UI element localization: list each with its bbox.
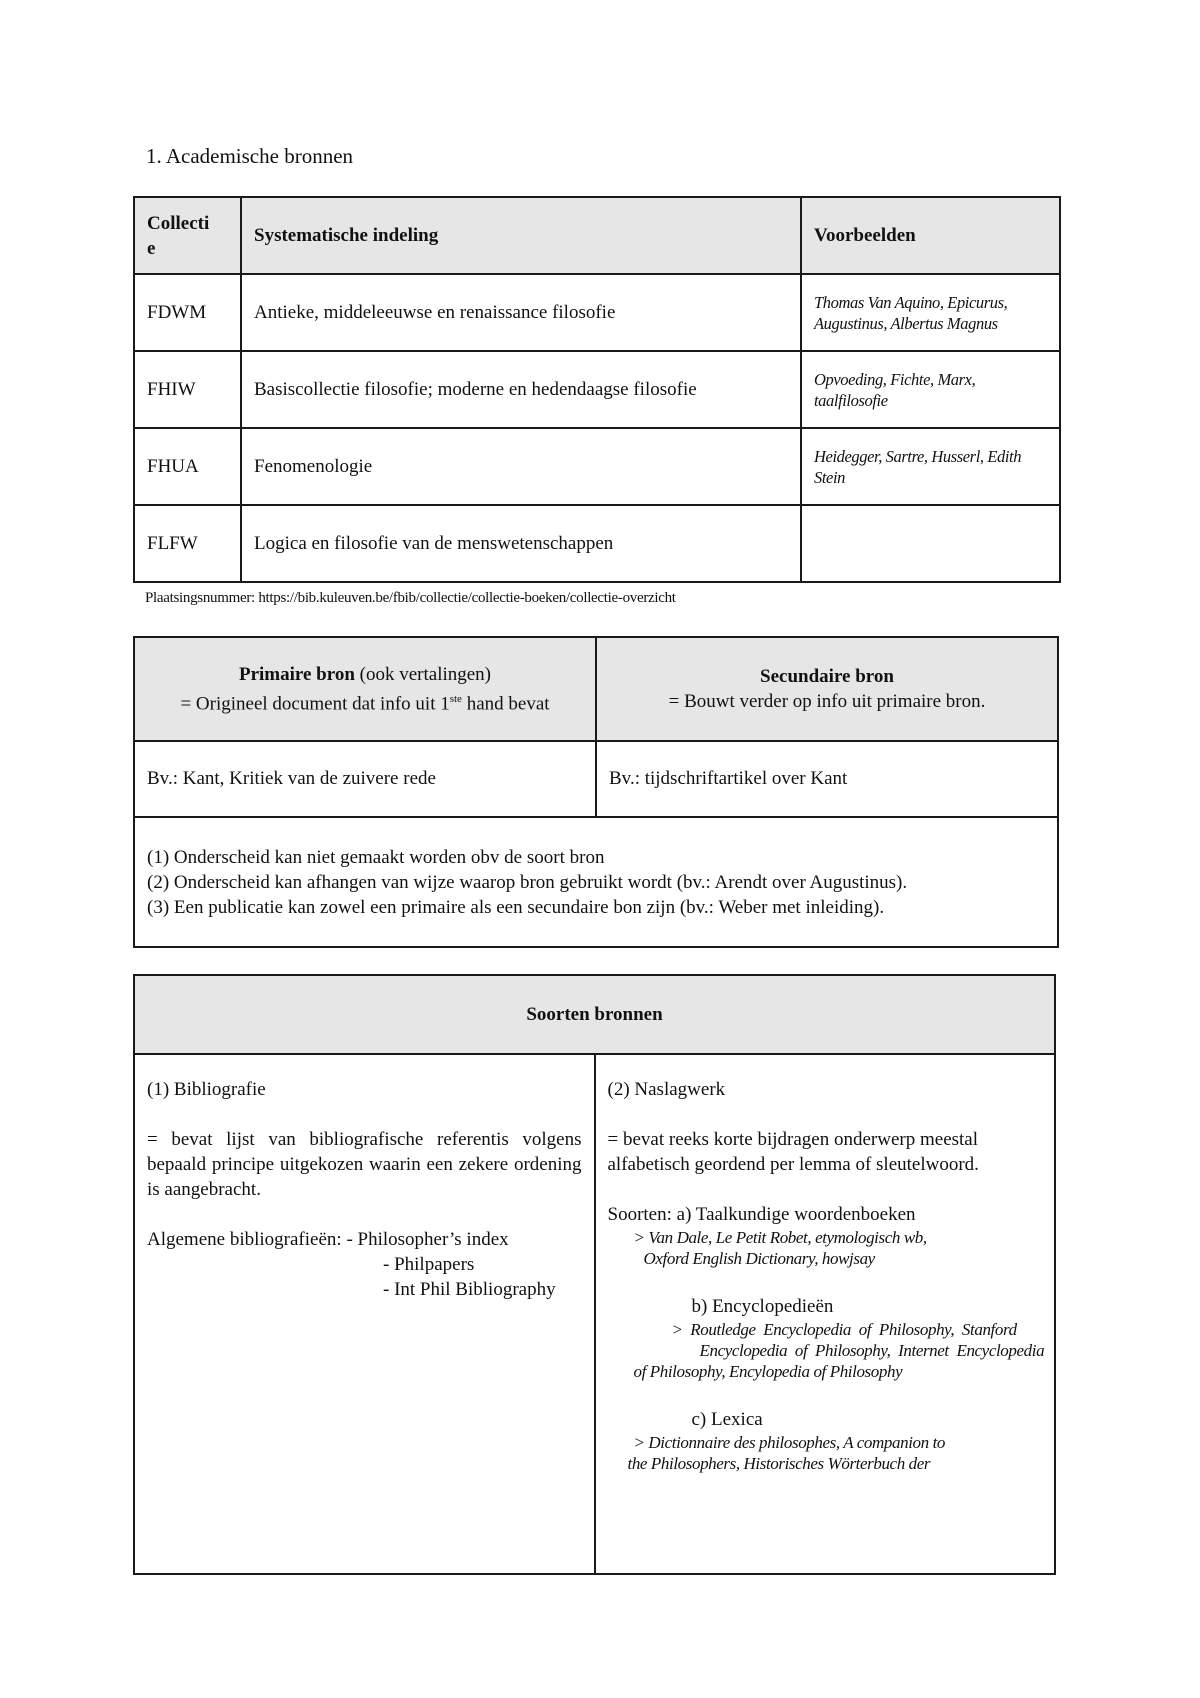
general-item: - Philpapers	[383, 1254, 475, 1275]
soorten-c: c) Lexica	[691, 1409, 763, 1430]
soorten-c-example: > Dictionnaire des philosophes, A companion to	[633, 1433, 945, 1452]
collection-voorbeelden	[801, 505, 1060, 582]
source-types-table	[133, 974, 1056, 1575]
collection-voorbeelden: Thomas Van Aquino, Epicurus, Augustinus, Albertus Magnus	[801, 274, 1060, 351]
page-heading: 1. Academische bronnen	[146, 144, 354, 168]
secondary-source-example: Bv.: tijdschriftartikel over Kant	[596, 741, 1058, 817]
collection-code: FDWM	[134, 274, 241, 351]
primary-source-title-suffix: (ook vertalingen)	[354, 663, 492, 685]
source-notes-row	[134, 817, 1058, 947]
general-label: Algemene bibliografieën:	[147, 1229, 347, 1250]
secondary-source-def: = Bouwt verder op info uit primaire bron.	[668, 691, 986, 712]
general-item: - Philosopher’s index	[346, 1229, 509, 1250]
table-row	[134, 505, 1060, 582]
secondary-source-title: Secundaire bron	[760, 666, 894, 687]
bibliografie-definition: = bevat lijst van bibliografische referentis volgens bepaald principe uitgekozen waarin een zekere ordening is aangebracht.	[147, 1129, 582, 1200]
general-bibliographies	[147, 1227, 582, 1252]
note-item: (1) Onderscheid kan niet gemaakt worden obv de soort bron	[147, 846, 605, 868]
source-types-header-row	[134, 975, 1055, 1054]
table-row	[134, 428, 1060, 505]
primary-source-def: = Origineel document dat info uit 1	[180, 693, 450, 715]
soorten-b-example: of Philosophy, Encylopedia of Philosophy	[633, 1362, 903, 1381]
soorten-a-example: > Van Dale, Le Petit Robet, etymologisch wb,	[633, 1228, 927, 1247]
general-item: - Int Phil Bibliography	[383, 1279, 556, 1300]
collection-code: FLFW	[134, 505, 241, 582]
primary-source-title: Primaire bron	[238, 663, 355, 685]
source-types-body-row	[134, 1054, 1055, 1574]
source-table-header-row	[134, 637, 1058, 741]
soorten-b: b) Encyclopedieën	[691, 1296, 834, 1317]
naslagwerk-cell	[595, 1054, 1056, 1574]
source-notes	[134, 817, 1058, 947]
source-types-title: Soorten bronnen	[134, 975, 1055, 1054]
header-collectie: Collecti e	[134, 197, 241, 274]
primary-source-example: Bv.: Kant, Kritiek van de zuivere rede	[134, 741, 596, 817]
naslagwerk-heading: (2) Naslagwerk	[607, 1079, 726, 1100]
primary-source-header	[134, 637, 596, 741]
table-row	[134, 351, 1060, 428]
header-indeling: Systematische indeling	[241, 197, 801, 274]
collection-table	[133, 196, 1061, 583]
table-row	[134, 274, 1060, 351]
soorten-b-example: Encyclopedia of Philosophy, Internet Encyclopedia	[699, 1341, 1045, 1360]
primary-source-def-sup: ste	[449, 692, 462, 705]
source-table	[133, 636, 1059, 948]
naslagwerk-definition: = bevat reeks korte bijdragen onderwerp meestal alfabetisch geordend per lemma of sleutelwoord.	[607, 1129, 979, 1175]
collection-code: FHUA	[134, 428, 241, 505]
collection-indeling: Logica en filosofie van de menswetenschappen	[241, 505, 801, 582]
header-voorbeelden: Voorbeelden	[801, 197, 1060, 274]
collection-indeling: Antieke, middeleeuwse en renaissance filosofie	[241, 274, 801, 351]
collection-voorbeelden: Heidegger, Sartre, Husserl, Edith Stein	[801, 428, 1060, 505]
soorten-c-example: the Philosophers, Historisches Wörterbuch der	[627, 1454, 931, 1473]
bibliografie-cell	[134, 1054, 595, 1574]
note-item: (3) Een publicatie kan zowel een primaire als een secundaire bon zijn (bv.: Weber met inleiding).	[147, 896, 885, 918]
soorten-a: Soorten: a) Taalkundige woordenboeken	[607, 1204, 916, 1225]
collection-voorbeelden: Opvoeding, Fichte, Marx, taalfilosofie	[801, 351, 1060, 428]
collection-indeling: Fenomenologie	[241, 428, 801, 505]
secondary-source-header	[596, 637, 1058, 741]
collection-table-header-row	[134, 197, 1060, 274]
soorten-a-example: Oxford English Dictionary, howjsay	[643, 1249, 875, 1268]
table-row	[134, 741, 1058, 817]
soorten-b-example: > Routledge Encyclopedia of Philosophy, Stanford	[671, 1320, 1017, 1339]
table-caption: Plaatsingsnummer: https://bib.kuleuven.be/fbib/collectie/collectie-boeken/collectie-overzicht	[145, 590, 676, 606]
primary-source-def-end: hand bevat	[461, 693, 550, 715]
note-item: (2) Onderscheid kan afhangen van wijze waarop bron gebruikt wordt (bv.: Arendt over Augustinus).	[147, 871, 908, 893]
collection-code: FHIW	[134, 351, 241, 428]
bibliografie-heading: (1) Bibliografie	[147, 1079, 266, 1100]
collection-indeling: Basiscollectie filosofie; moderne en hedendaagse filosofie	[241, 351, 801, 428]
